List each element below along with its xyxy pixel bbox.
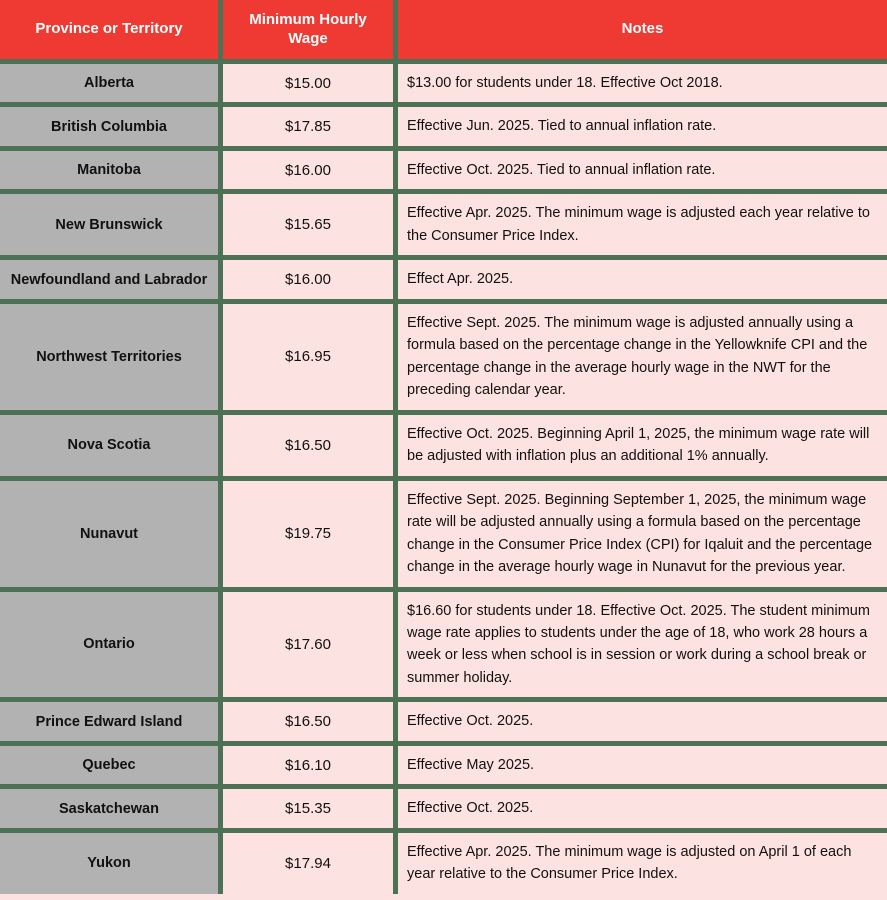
column-header-province: Province or Territory [0,0,218,64]
cell-province: Manitoba [0,151,218,194]
table-row [0,260,887,303]
cell-province: Quebec [0,746,218,789]
table-row [0,592,887,703]
cell-notes: Effective Apr. 2025. The minimum wage is adjusted on April 1 of each year relative to the Consumer Price Index. [398,833,887,894]
cell-minimum-hourly-wage: $16.00 [218,151,398,194]
cell-province: New Brunswick [0,194,218,260]
table-header-row [0,0,887,64]
cell-minimum-hourly-wage: $15.65 [218,194,398,260]
cell-province: British Columbia [0,107,218,150]
cell-minimum-hourly-wage: $17.94 [218,833,398,894]
table-row [0,107,887,150]
table-header [0,0,887,64]
column-header-minimum-hourly-wage [218,0,398,64]
cell-minimum-hourly-wage: $15.35 [218,789,398,832]
cell-minimum-hourly-wage: $17.60 [218,592,398,703]
cell-notes: Effect Apr. 2025. [398,260,887,303]
cell-minimum-hourly-wage: $15.00 [218,64,398,107]
cell-minimum-hourly-wage: $16.50 [218,702,398,745]
table-row [0,151,887,194]
cell-notes: Effective Jun. 2025. Tied to annual inflation rate. [398,107,887,150]
table-row [0,833,887,894]
table-body [0,64,887,894]
table-row [0,64,887,107]
table-row [0,481,887,592]
table-row [0,415,887,481]
cell-minimum-hourly-wage: $16.10 [218,746,398,789]
cell-province: Newfoundland and Labrador [0,260,218,303]
cell-minimum-hourly-wage: $16.95 [218,304,398,415]
table-row [0,304,887,415]
cell-notes: Effective Sept. 2025. Beginning September 1, 2025, the minimum wage rate will be adjusted annually using a formula based on the percentage change in the Consumer Price Index (CPI) for Iqaluit and the percentage change in the average hourly wage in Nunavut for the previous year. [398,481,887,592]
cell-province: Saskatchewan [0,789,218,832]
cell-minimum-hourly-wage: $19.75 [218,481,398,592]
cell-notes: Effective Oct. 2025. Tied to annual inflation rate. [398,151,887,194]
cell-province: Northwest Territories [0,304,218,415]
cell-notes: $16.60 for students under 18. Effective Oct. 2025. The student minimum wage rate applies to students under the age of 18, who work 28 hours a week or less when school is in session or work during a school break or summer holiday. [398,592,887,703]
table-row [0,194,887,260]
cell-notes: Effective May 2025. [398,746,887,789]
cell-notes: Effective Oct. 2025. [398,789,887,832]
cell-minimum-hourly-wage: $17.85 [218,107,398,150]
cell-notes: $13.00 for students under 18. Effective Oct 2018. [398,64,887,107]
cell-province: Nova Scotia [0,415,218,481]
cell-province: Prince Edward Island [0,702,218,745]
cell-notes: Effective Sept. 2025. The minimum wage is adjusted annually using a formula based on the percentage change in the Yellowknife CPI and the percentage change in the average hourly wage in the NWT for the preceding calendar year. [398,304,887,415]
cell-notes: Effective Oct. 2025. [398,702,887,745]
column-header-wage-line1: Minimum Hourly [249,10,367,28]
cell-province: Yukon [0,833,218,894]
cell-province: Ontario [0,592,218,703]
table-row [0,702,887,745]
column-header-notes: Notes [398,0,887,64]
table-row [0,746,887,789]
cell-province: Alberta [0,64,218,107]
column-header-wage-line2: Wage [288,29,328,47]
cell-notes: Effective Oct. 2025. Beginning April 1, 2025, the minimum wage rate will be adjusted with inflation plus an additional 1% annually. [398,415,887,481]
table-row [0,789,887,832]
cell-notes: Effective Apr. 2025. The minimum wage is adjusted each year relative to the Consumer Price Index. [398,194,887,260]
cell-minimum-hourly-wage: $16.50 [218,415,398,481]
cell-minimum-hourly-wage: $16.00 [218,260,398,303]
cell-province: Nunavut [0,481,218,592]
